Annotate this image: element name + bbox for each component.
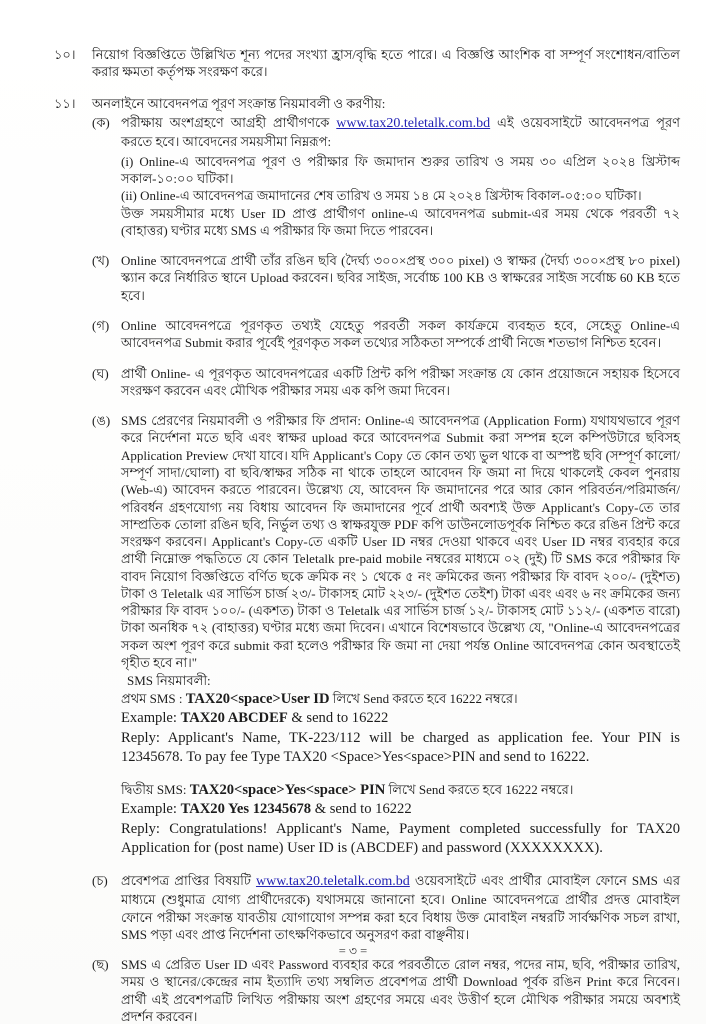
text-segment: TAX20<space>Yes<space> PIN [189,781,386,798]
sub-item-cha-text [121,872,680,943]
text-segment: TAX20 ABCDEF [180,710,288,727]
first-sms-line [121,690,680,709]
text-segment: প্রথম SMS : [121,690,186,706]
sub-item-uno [92,412,680,859]
sub-item-ga-label: (গ) [92,317,110,333]
text-segment: লিখে Send করতে হবে 16222 নম্বরে। [385,781,574,797]
sub-item-chha-label: (ছ) [92,957,109,973]
first-sms-reply: Reply: Applicant's Name, TK-223/112 will be charged as application fee. Your PIN is 12345678. To pay fee Type TAX20 <Space>Yes<space>PIN and send to 16222. [121,729,680,766]
section-item-10 [54,46,680,81]
sub-item-kha-text: Online আবেদনপত্রে প্রার্থী তাঁর রঙিন ছবি (দৈর্ঘ্য ৩০০×প্রস্থ ৩০০ pixel) ও স্বাক্ষর (দৈর্ঘ্য ৩০০×প্রস্থ ৮০ pixel) স্ক্যান করে নির্ধারিত স্থানে Upload করবেন। ছবির সাইজ, সর্বোচ্চ 100 KB ও স্বাক্ষরের সাইজ সর্বোচ্চ 60 KB হতে হবে। [121,253,680,303]
text-segment: & send to 16222 [311,801,412,818]
item-11-intro: অনলাইনে আবেদনপত্র পূরণ সংক্রান্ত নিয়মাবলী ও করণীয়: [92,95,386,111]
sub-item-kha [92,252,680,304]
text-segment: দ্বিতীয় SMS: [121,781,190,797]
text-segment: Example: [121,801,181,818]
item-10-text: নিয়োগ বিজ্ঞপ্তিতে উল্লিখিত শূন্য পদের সংখ্যা হ্রাস/বৃদ্ধি হতে পারে। এ বিজ্ঞপ্তি আংশিক বা সম্পূর্ণ সংশোধন/বাতিল করার ক্ষমতা কর্তৃপক্ষ সংরক্ষণ করে। [92,47,680,80]
sub-item-ka-line-ii: (ii) Online-এ আবেদনপত্র জমাদানের শেষ তারিখ ও সময় ১৪ মে ২০২৪ খ্রিস্টাব্দ বিকাল-০৫:০০ ঘটিকা। [121,188,642,204]
section-item-11 [54,95,680,1024]
sub-item-ka-text [121,114,680,151]
item-10-number: ১০। [54,47,76,62]
sub-item-chha-text: SMS এ প্রেরিত User ID এবং Password ব্যবহার করে পরবর্তীতে রোল নম্বর, পদের নাম, ছবি, পরীক্ষার তারিখ, সময় ও স্থানের/কেন্দ্রের নাম ইত্যাদি তথ্য সম্বলিত প্রবেশপত্র প্রার্থী Download পূর্বক রঙিন Print করে নিবেন। প্রার্থী এই প্রবেশপত্রটি লিখিত পরীক্ষায় অংশ গ্রহণের সময়ে এবং উত্তীর্ণ হলে মৌখিক পরীক্ষার সময়ে অবশ্যই প্রদর্শন করবেন। [121,957,680,1024]
website-link[interactable]: www.tax20.teletalk.com.bd [336,115,491,131]
text-segment: ওয়েবসাইটে এবং প্রার্থীর মোবাইল ফোনে SMS এর মাধ্যমে (শুধুমাত্র যোগ্য প্রার্থীদেরকে) যথাসময়ে জানানো হবে। Online আবেদনপত্রে প্রার্থীর প্রদত্ত মোবাইল ফোনে পরীক্ষা সংক্রান্ত যাবতীয় যোগাযোগ সম্পন্ন করা হবে বিধায় উক্ত মোবাইল নম্বরটি সার্বক্ষণিক সচল রাখা, SMS পড়া এবং প্রাপ্ত নির্দেশনা তাৎক্ষণিকভাবে অনুসরণ করা বাঞ্ছনীয়। [121,872,680,942]
sub-item-ga-text: Online আবেদনপত্রে পূরণকৃত তথ্যই যেহেতু পরবর্তী সকল কার্যক্রমে ব্যবহৃত হবে, সেহেতু Online-এ আবেদনপত্র Submit করার পূর্বেই পূরণকৃত সকল তথ্যের সঠিকতা সম্পর্কে প্রার্থী নিজে শতভাগ নিশ্চিত হবেন। [121,317,680,351]
first-sms-example [121,709,680,729]
sms-block-spacer [121,768,680,781]
sub-item-uno-label: (ঙ) [92,413,111,429]
sub-item-ka [92,114,680,239]
sub-item-ka-note: উক্ত সময়সীমার মধ্যে User ID প্রাপ্ত প্রার্থীগণ online-এ আবেদনপত্র submit-এর সময় থেকে পরবর্তী ৭২ (বাহাত্তর) ঘণ্টার মধ্যে SMS এ পরীক্ষার ফি জমা দিতে পারবেন। [121,205,680,238]
text-segment: TAX20 Yes 12345678 [180,801,312,818]
sub-item-kha-label: (খ) [92,253,110,269]
sub-item-ka-label: (ক) [92,114,110,130]
sub-item-chha [92,956,680,1024]
text-segment: TAX20<space>User ID [185,690,330,707]
sub-item-gha-text: প্রার্থী Online- এ পূরণকৃত আবেদনপত্রের একটি প্রিন্ট কপি পরীক্ষা সংক্রান্ত যে কোন প্রয়োজনে সহায়ক হিসেবে সংরক্ষণ করবেন এবং মৌখিক পরীক্ষার সময় এক কপি জমা দিবেন। [121,365,680,398]
text-segment: পরীক্ষায় অংশগ্রহণে আগ্রহী প্রার্থীগণকে [121,114,337,130]
sub-item-gha [92,365,680,400]
sub-item-ga [92,317,680,352]
page-number: = ৩ = [338,944,368,958]
item-11-number: ১১। [54,95,76,111]
second-sms-line [121,781,680,800]
text-segment: Example: [121,710,181,727]
text-segment: প্রবেশপত্র প্রাপ্তির বিষয়টি [121,872,256,888]
sub-item-ka-line-i: (i) Online-এ আবেদনপত্র পূরণ ও পরীক্ষার ফি জমাদান শুরুর তারিখ ও সময় ৩০ এপ্রিল ২০২৪ খ্রিস্টাব্দ সকাল-১০:০০ ঘটিকা। [121,153,680,187]
sub-item-gha-label: (ঘ) [92,365,109,381]
text-segment: এই ওয়েবসাইটে আবেদনপত্র পূরণ করতে হবে। আবেদনের সময়সীমা নিম্নরূপ: [121,114,680,150]
sub-item-uno-text: SMS প্রেরণের নিয়মাবলী ও পরীক্ষার ফি প্রদান: Online-এ আবেদনপত্র (Application Form) যথাযথভাবে পূরণ করে নির্দেশনা মতে ছবি এবং স্বাক্ষর upload করে আবেদনপত্র Submit করা সম্পন্ন হলে কম্পিউটারে ছবিসহ Application Preview দেখা যাবে। যদি Applicant's Copy তে কোন তথ্য ভুল থাকে বা অস্পষ্ট ছবি (সম্পূর্ণ কালো/সম্পূর্ণ সাদা/ঘোলা) বা ছবি/স্বাক্ষর সঠিক না থাকে তাহলে আবেদন ফি জমা না দিয়ে থাকলেই কেবল পুনরায় (Web-এ) আবেদন করতে পারবেন। উল্লেখ্য যে, আবেদন ফি জমাদানের পরে আর কোন পরিবর্তন/পরিমার্জন/পরিবর্ধন গ্রহণযোগ্য নয় বিধায় আবেদন ফি জমাদানের পূর্বে প্রার্থী অবশ্যই উক্ত Applicant's Copy-তে তার সাম্প্রতিক তোলা রঙিন ছবি, নির্ভুল তথ্য ও স্বাক্ষরযুক্ত PDF কপি ডাউনলোডপূর্বক নিশ্চিত করে রঙিন প্রিন্ট করে সংরক্ষণ করবেন। Applicant's Copy-তে একটি User ID নম্বর দেওয়া থাকবে এবং User ID নম্বর ব্যবহার করে প্রার্থী নিম্নোক্ত পদ্ধতিতে যে কোন Teletalk pre-paid mobile নম্বরের মাধ্যমে ০২ (দুই) টি SMS করে পরীক্ষার ফি বাবদ নিয়োগ বিজ্ঞপ্তিতে বর্ণিত ছকে ক্রমিক নং ১ থেকে ৫ নং ক্রমিকের জন্য পরীক্ষার ফি বাবদ ২০০/- (দুইশত) টাকা ও Teletalk এর সার্ভিস চার্জ ২৩/- টাকাসহ মোট ২২৩/- (দুইশত তেইশ) টাকা এবং এবং ৬ নং ক্রমিকের জন্য পরীক্ষার ফি বাবদ ১০০/- (একশত) টাকা ও Teletalk এর সার্ভিস চার্জ ১২/- টাকাসহ মোট ১১২/- (একশত বারো) টাকা অনধিক ৭২ (বাহাত্তর) ঘণ্টার মধ্যে জমা দিবেন। এখানে বিশেষভাবে উল্লেখ্য যে, "Online-এ আবেদনপত্রের সকল অংশ পূরণ করে submit করা হলেও পরীক্ষার ফি জমা না দেয়া পর্যন্ত Online আবেদনপত্র কোন অবস্থাতেই গৃহীত হবে না।" [121,413,680,671]
sms-rules-title: SMS নিয়মাবলী: [127,673,211,689]
text-segment: & send to 16222 [287,710,389,727]
website-link[interactable]: www.tax20.teletalk.com.bd [255,873,410,889]
text-segment: লিখে Send করতে হবে 16222 নম্বরে। [329,690,518,706]
sms-rules-block [121,672,680,858]
sub-item-cha [92,872,680,943]
sub-item-cha-label: (চ) [92,872,108,888]
second-sms-example [121,800,680,820]
second-sms-reply: Reply: Congratulations! Applicant's Name, Payment completed successfully for TAX20 Application for (post name) User ID is (ABCDEF) and password (XXXXXXXX). [121,820,680,857]
